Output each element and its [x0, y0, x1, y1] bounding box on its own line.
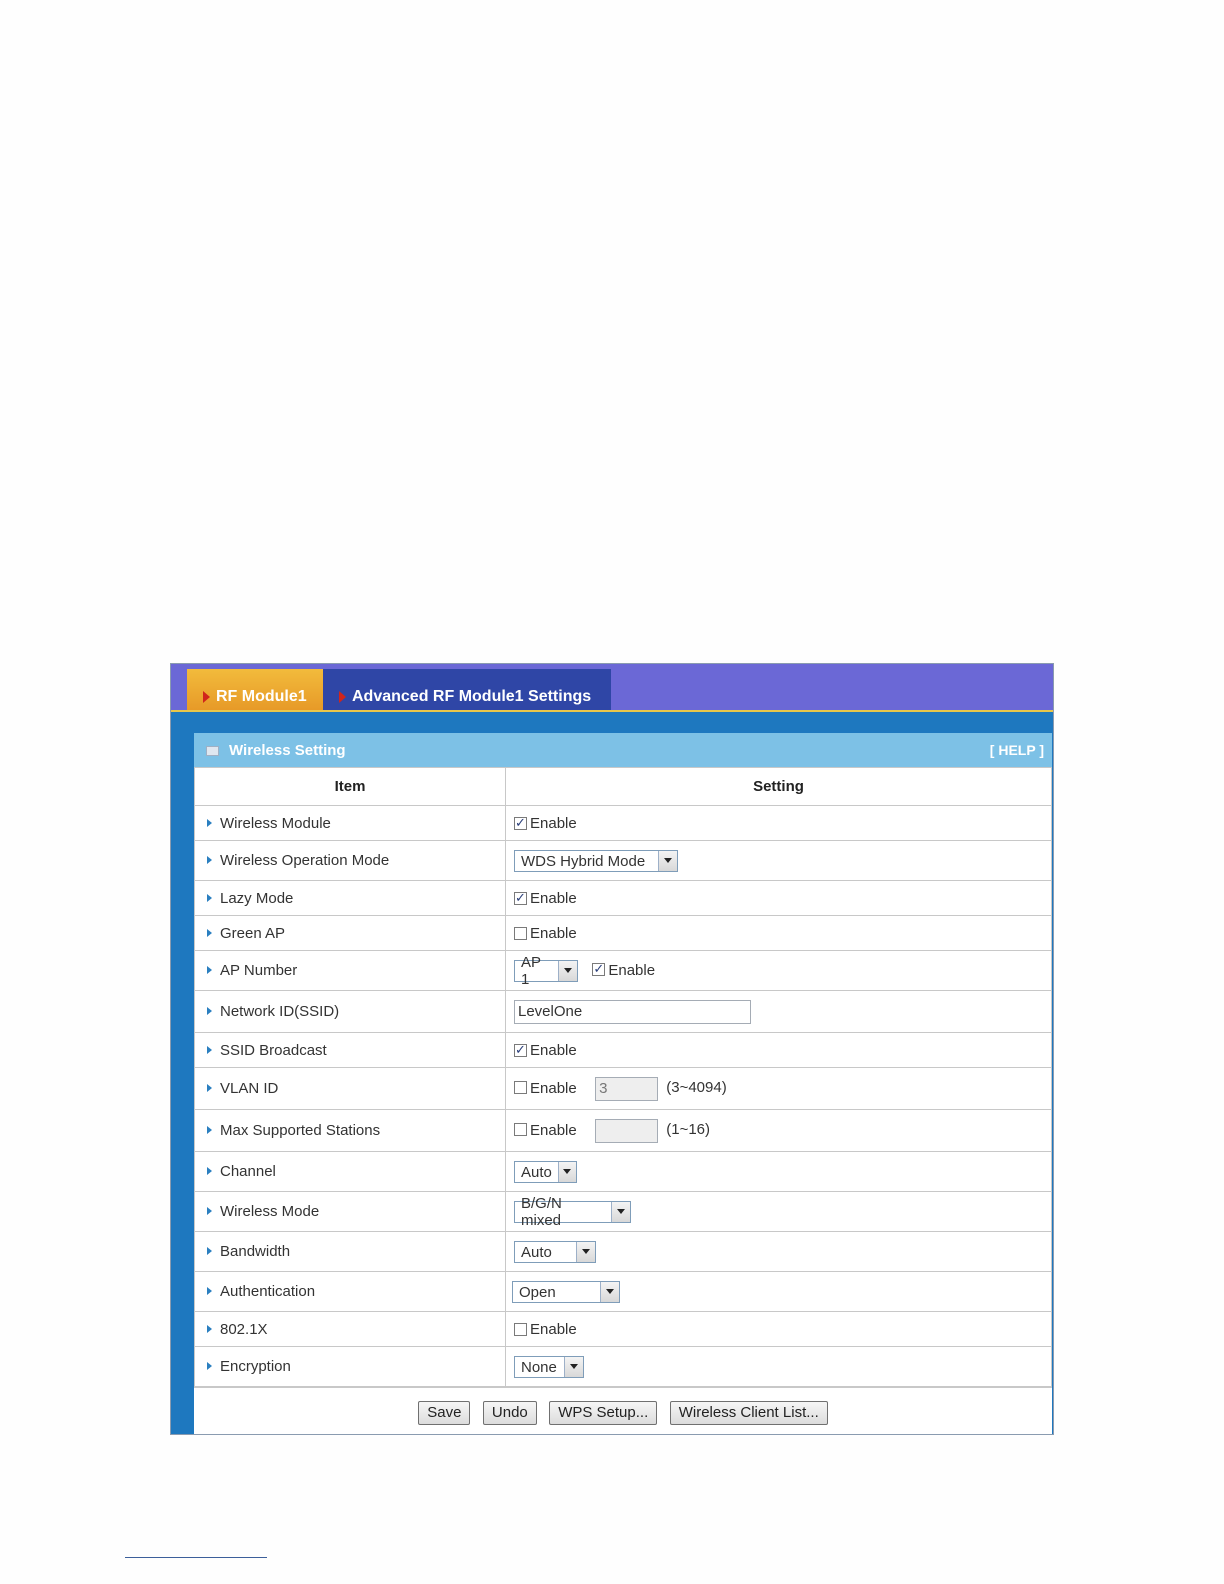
ap-enable-checkbox[interactable] [592, 963, 605, 976]
panel-title: Wireless Setting [229, 741, 346, 759]
8021x-enable-checkbox[interactable] [514, 1323, 527, 1336]
bullet-icon [207, 856, 212, 864]
table-row [195, 1033, 1052, 1068]
max-stations-enable-checkbox[interactable] [514, 1123, 527, 1136]
chevron-down-icon [570, 1364, 578, 1369]
authentication-select[interactable] [512, 1281, 620, 1303]
row-label-cell [195, 951, 506, 991]
range-hint: (1~16) [666, 1121, 711, 1139]
row-label: Channel [220, 1163, 276, 1180]
row-label: Wireless Operation Mode [220, 852, 390, 869]
vlan-enable-checkbox[interactable] [514, 1081, 527, 1094]
row-setting-cell [506, 991, 1052, 1033]
select-value: Open [519, 1283, 556, 1301]
column-header-item: Item [195, 768, 506, 806]
chevron-down-icon [617, 1209, 625, 1214]
row-setting-cell [506, 1152, 1052, 1192]
table-row [195, 1232, 1052, 1272]
row-label-cell [195, 1110, 506, 1152]
row-label: AP Number [220, 962, 298, 979]
bullet-icon [207, 1247, 212, 1255]
table-row [195, 841, 1052, 881]
row-setting-cell [506, 1068, 1052, 1110]
tab-bar [171, 664, 1053, 712]
panel-header [194, 733, 1052, 767]
wireless-module-checkbox[interactable] [514, 817, 527, 830]
row-label: Network ID(SSID) [220, 1003, 340, 1020]
table-row [195, 1192, 1052, 1232]
row-setting-cell [506, 1347, 1052, 1387]
row-label: 802.1X [220, 1320, 268, 1338]
dropdown-button[interactable] [564, 1357, 583, 1377]
row-label: Max Supported Stations [220, 1122, 381, 1139]
operation-mode-select[interactable] [514, 850, 678, 872]
select-value: WDS Hybrid Mode [521, 852, 646, 870]
encryption-select[interactable] [514, 1356, 584, 1378]
row-setting-cell [506, 1312, 1052, 1347]
ap-number-select[interactable] [514, 954, 578, 988]
row-label-cell [195, 1068, 506, 1110]
table-row [195, 1347, 1052, 1387]
lazy-mode-checkbox[interactable] [514, 892, 527, 905]
row-setting-cell [506, 1232, 1052, 1272]
row-label: SSID Broadcast [220, 1041, 327, 1059]
bullet-icon [207, 1325, 212, 1333]
select-value: AP 1 [521, 954, 541, 988]
row-label-cell [195, 1152, 506, 1192]
table-row [195, 1152, 1052, 1192]
checkbox-label: Enable [530, 1320, 577, 1338]
bullet-icon [207, 1007, 212, 1015]
row-setting-cell [506, 1272, 1052, 1312]
dropdown-button[interactable] [558, 961, 577, 981]
column-header-setting: Setting [506, 768, 1052, 806]
checkbox-label: Enable [530, 924, 577, 942]
chevron-down-icon [664, 858, 672, 863]
dropdown-button[interactable] [576, 1242, 595, 1262]
tab-rf-module1[interactable] [187, 669, 323, 710]
ssid-broadcast-checkbox[interactable] [514, 1044, 527, 1057]
tab-label: RF Module1 [216, 687, 307, 705]
row-label-cell [195, 991, 506, 1033]
table-row [195, 916, 1052, 951]
row-setting-cell [506, 841, 1052, 881]
wireless-mode-select[interactable] [514, 1195, 631, 1229]
row-setting-cell [506, 806, 1052, 841]
settings-table [194, 767, 1052, 1387]
row-setting-cell [506, 881, 1052, 916]
bullet-icon [207, 929, 212, 937]
table-row [195, 806, 1052, 841]
max-stations-input[interactable] [595, 1119, 658, 1143]
bullet-icon [207, 1207, 212, 1215]
checkbox-label: Enable [530, 1121, 577, 1139]
row-setting-cell [506, 1110, 1052, 1152]
row-label: Wireless Mode [220, 1203, 320, 1220]
tab-label: Advanced RF Module1 Settings [352, 687, 592, 705]
table-row [195, 991, 1052, 1033]
select-value: Auto [521, 1243, 552, 1261]
row-label: Encryption [220, 1358, 291, 1375]
dropdown-button[interactable] [611, 1202, 630, 1222]
row-label: Authentication [220, 1283, 316, 1300]
row-label: Green AP [220, 924, 286, 942]
bullet-icon [207, 1126, 212, 1134]
row-label-cell [195, 1347, 506, 1387]
table-row [195, 881, 1052, 916]
row-setting-cell [506, 1192, 1052, 1232]
select-value: B/G/N mixed [521, 1195, 562, 1229]
bullet-icon [207, 1167, 212, 1175]
save-button[interactable]: Save [418, 1401, 470, 1425]
bullet-icon [207, 1362, 212, 1370]
tab-arrow-icon [203, 691, 210, 703]
table-row [195, 1312, 1052, 1347]
chevron-down-icon [606, 1289, 614, 1294]
row-label-cell [195, 1192, 506, 1232]
bullet-icon [207, 966, 212, 974]
bullet-icon [207, 894, 212, 902]
row-label-cell [195, 916, 506, 951]
bullet-icon [207, 1084, 212, 1092]
row-label-cell [195, 806, 506, 841]
bullet-icon [207, 1287, 212, 1295]
checkbox-label: Enable [530, 889, 577, 907]
table-row [195, 1110, 1052, 1152]
row-label: Wireless Module [220, 814, 331, 832]
bandwidth-select[interactable] [514, 1241, 596, 1263]
row-label-cell [195, 881, 506, 916]
table-header-row [195, 768, 1052, 806]
checkbox-label: Enable [530, 1079, 577, 1097]
row-label: Bandwidth [220, 1243, 291, 1260]
vlan-id-input[interactable]: 3 [595, 1077, 658, 1101]
tab-advanced-rf-module1-settings[interactable] [323, 669, 611, 710]
chevron-down-icon [582, 1249, 590, 1254]
wireless-setting-panel [194, 733, 1052, 1434]
wps-setup-button[interactable]: WPS Setup... [549, 1401, 657, 1425]
chevron-down-icon [563, 1169, 571, 1174]
table-row [195, 1272, 1052, 1312]
green-ap-checkbox[interactable] [514, 927, 527, 940]
ssid-input[interactable]: LevelOne [514, 1000, 751, 1024]
tab-arrow-icon [339, 691, 346, 703]
row-label: Lazy Mode [220, 889, 294, 907]
dropdown-button[interactable] [658, 851, 677, 871]
row-label-cell [195, 1232, 506, 1272]
row-label-cell [195, 841, 506, 881]
row-label-cell [195, 1033, 506, 1068]
router-config-frame [170, 663, 1054, 1435]
row-label-cell [195, 1272, 506, 1312]
dropdown-button[interactable] [600, 1282, 619, 1302]
undo-button[interactable]: Undo [483, 1401, 537, 1425]
range-hint: (3~4094) [666, 1079, 727, 1097]
footnote-divider [125, 1557, 267, 1558]
help-link[interactable]: [ HELP ] [989, 742, 1044, 758]
bullet-icon [207, 1046, 212, 1054]
row-setting-cell [506, 1033, 1052, 1068]
checkbox-label: Enable [608, 961, 656, 979]
wireless-client-list-button[interactable]: Wireless Client List... [670, 1401, 828, 1425]
dropdown-button[interactable] [558, 1162, 576, 1182]
table-row [195, 1068, 1052, 1110]
action-button-row [194, 1387, 1052, 1439]
row-setting-cell [506, 951, 1052, 991]
checkbox-label: Enable [530, 1041, 577, 1059]
channel-select[interactable] [514, 1161, 577, 1183]
row-label: VLAN ID [220, 1080, 279, 1097]
table-row [195, 951, 1052, 991]
select-value: None [521, 1358, 557, 1376]
row-setting-cell [506, 916, 1052, 951]
bullet-icon [207, 819, 212, 827]
row-label-cell [195, 1312, 506, 1347]
checkbox-label: Enable [530, 814, 577, 832]
select-value: Auto [521, 1163, 552, 1181]
chevron-down-icon [564, 968, 572, 973]
panel-icon [206, 746, 219, 756]
